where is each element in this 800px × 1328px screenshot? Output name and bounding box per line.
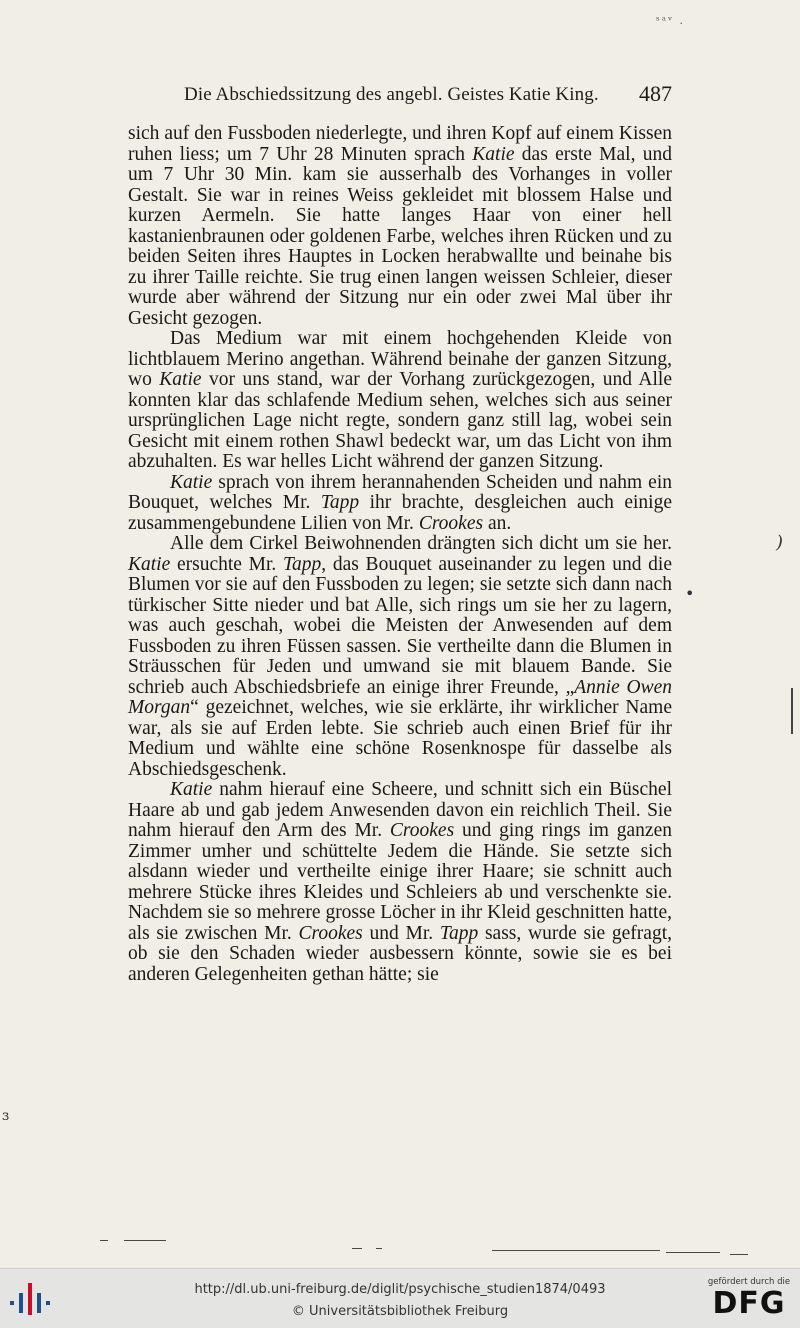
text-run: an. xyxy=(483,512,512,534)
paragraph xyxy=(128,329,672,473)
text-run: und ging rings im ganzen Zimmer umher und schüttelte Jedem die Hände. Sie setzte sich alsdann wieder und vertheilte einige ihrer Haare; sie schnitt auch mehrere Stücke ihres Kleides und Schleiers ab und verschenkte sie. Nachdem sie so mehrere grosse Löcher in ihr Kleid geschnitten hatte, als sie zwischen Mr. xyxy=(128,820,672,944)
page-number: 487 xyxy=(639,81,672,106)
italic-name: Crookes xyxy=(298,922,363,944)
text-run: und Mr. xyxy=(362,922,440,944)
margin-mark-left: ɜ xyxy=(2,1108,10,1124)
header-title: Die Abschiedssitzung des angebl. Geistes Katie King. xyxy=(184,84,599,105)
margin-mark-dot: • xyxy=(685,584,695,603)
italic-name: Katie xyxy=(170,779,213,800)
text-run: ersuchte Mr. xyxy=(170,553,283,575)
copyright-notice: © Universitätsbibliothek Freiburg xyxy=(291,1304,509,1319)
text-run: sprach von ihrem herannahenden Scheiden und nahm ein Bouquet, welches Mr. xyxy=(128,471,672,513)
text-run: nahm hierauf eine Scheere, und schnitt sich ein Büschel Haare ab und gab jedem Anwesenden davon ein reichlich Theil. Sie nahm hierauf den Arm des Mr. xyxy=(128,779,672,841)
scan-edge-rules xyxy=(0,1236,800,1256)
text-run: ihr brachte, desgleichen auch einige zusammengebundene Lilien von Mr. xyxy=(128,492,672,534)
margin-mark-paren: ) xyxy=(776,532,784,553)
margin-bar xyxy=(791,688,793,734)
text-run: vor uns stand, war der Vorhang zurückgezogen, und Alle konnten klar das schlafende Medium sehen, welches sich aus seiner ursprünglichen Lage nicht regte, sondern ganz still lag, wobei sein Gesicht mit einem rothen Shawl bedeckt war, um das Licht von ihm abzuhalten. Es war helles Licht während der ganzen Sitzung. xyxy=(128,369,672,472)
dfg-caption: gefördert durch die xyxy=(707,1277,791,1287)
italic-name: Katie xyxy=(472,143,515,165)
italic-name: Crookes xyxy=(389,820,455,841)
body-text xyxy=(128,124,672,985)
italic-name: Tapp xyxy=(282,553,322,575)
running-header xyxy=(128,81,674,110)
italic-name: Crookes xyxy=(418,512,484,534)
text-run: sich auf den Fussboden niederlegte, und ihren Kopf auf einem Kissen ruhen liess; um 7 Uhr 28 Minuten sprach xyxy=(128,123,672,165)
text-run: , das Bouquet auseinander zu legen und die Blumen vor sie auf den Fussboden zu legen; sie setzte sich dann nach türkischer Sitte nieder und bat Alle, sich rings um sie her zu lagern, was auch geschah, wobei die Meisten der Anwesenden auf dem Fussboden zu ihren Füssen sassen. Sie vertheilte dann die Blumen in Sträusschen für Jeden und umwand sie mit blauem Bande. Sie schrieb auch Abschiedsbriefe an einige ihrer Freunde, „ xyxy=(128,553,672,698)
paragraph xyxy=(128,534,672,780)
text-run: Das Medium war mit einem hochgehenden Kleide von lichtblauem Merino angethan. Während beinahe der ganzen Sitzung, wo xyxy=(128,328,672,390)
paragraph xyxy=(128,473,672,535)
italic-name: Tapp xyxy=(320,492,360,513)
paragraph xyxy=(128,780,672,985)
italic-name: Katie xyxy=(128,553,171,575)
paragraph xyxy=(128,124,672,329)
italic-name: Tapp xyxy=(439,922,479,944)
viewer-footer xyxy=(0,1268,800,1328)
corner-mark: ˢᵃᵛ . xyxy=(656,14,686,27)
text-run: das erste Mal, und um 7 Uhr 30 Min. kam sie ausserhalb des Vorhanges in voller Gestalt. Sie war in reines Weiss gekleidet mit blossem Halse und kurzen Aermeln. Sie hatte langes Haar von einer hell kastanienbraunen oder goldenen Farbe, welches ihren Rücken und zu beiden Seiten ihres Hauptes in Locken herabwallte und beinahe bis zu ihrer Taille reichte. Sie trug einen langen weissen Schleier, dieser wurde aber während der Sitzung nur ein oder zwei Mal über ihr Gesicht gezogen. xyxy=(128,143,673,329)
italic-name: Katie xyxy=(159,369,202,390)
text-run: “ gezeichnet, welches, wie sie erklärte, ihr wirklicher Name war, als sie auf Erden lebte. Sie schrieb auch einen Brief für ihr Medium und wählte eine schöne Rosenknospe für dasselbe als Abschiedsgeschenk. xyxy=(128,697,672,780)
italic-name: Annie Owen Morgan xyxy=(128,676,672,718)
italic-name: Katie xyxy=(170,471,213,493)
dfg-logo[interactable]: DFG xyxy=(712,1286,786,1321)
text-run: Alle dem Cirkel Beiwohnenden drängten sich dicht um sie her. xyxy=(170,533,672,554)
source-url-link[interactable]: http://dl.ub.uni-freiburg.de/diglit/psychische_studien1874/0493 xyxy=(194,1282,606,1297)
text-run: sass, wurde sie gefragt, ob sie den Schaden wieder ausbessern könnte, sowie sie es bei anderen Gelegenheiten gethan hätte; sie xyxy=(128,922,672,985)
